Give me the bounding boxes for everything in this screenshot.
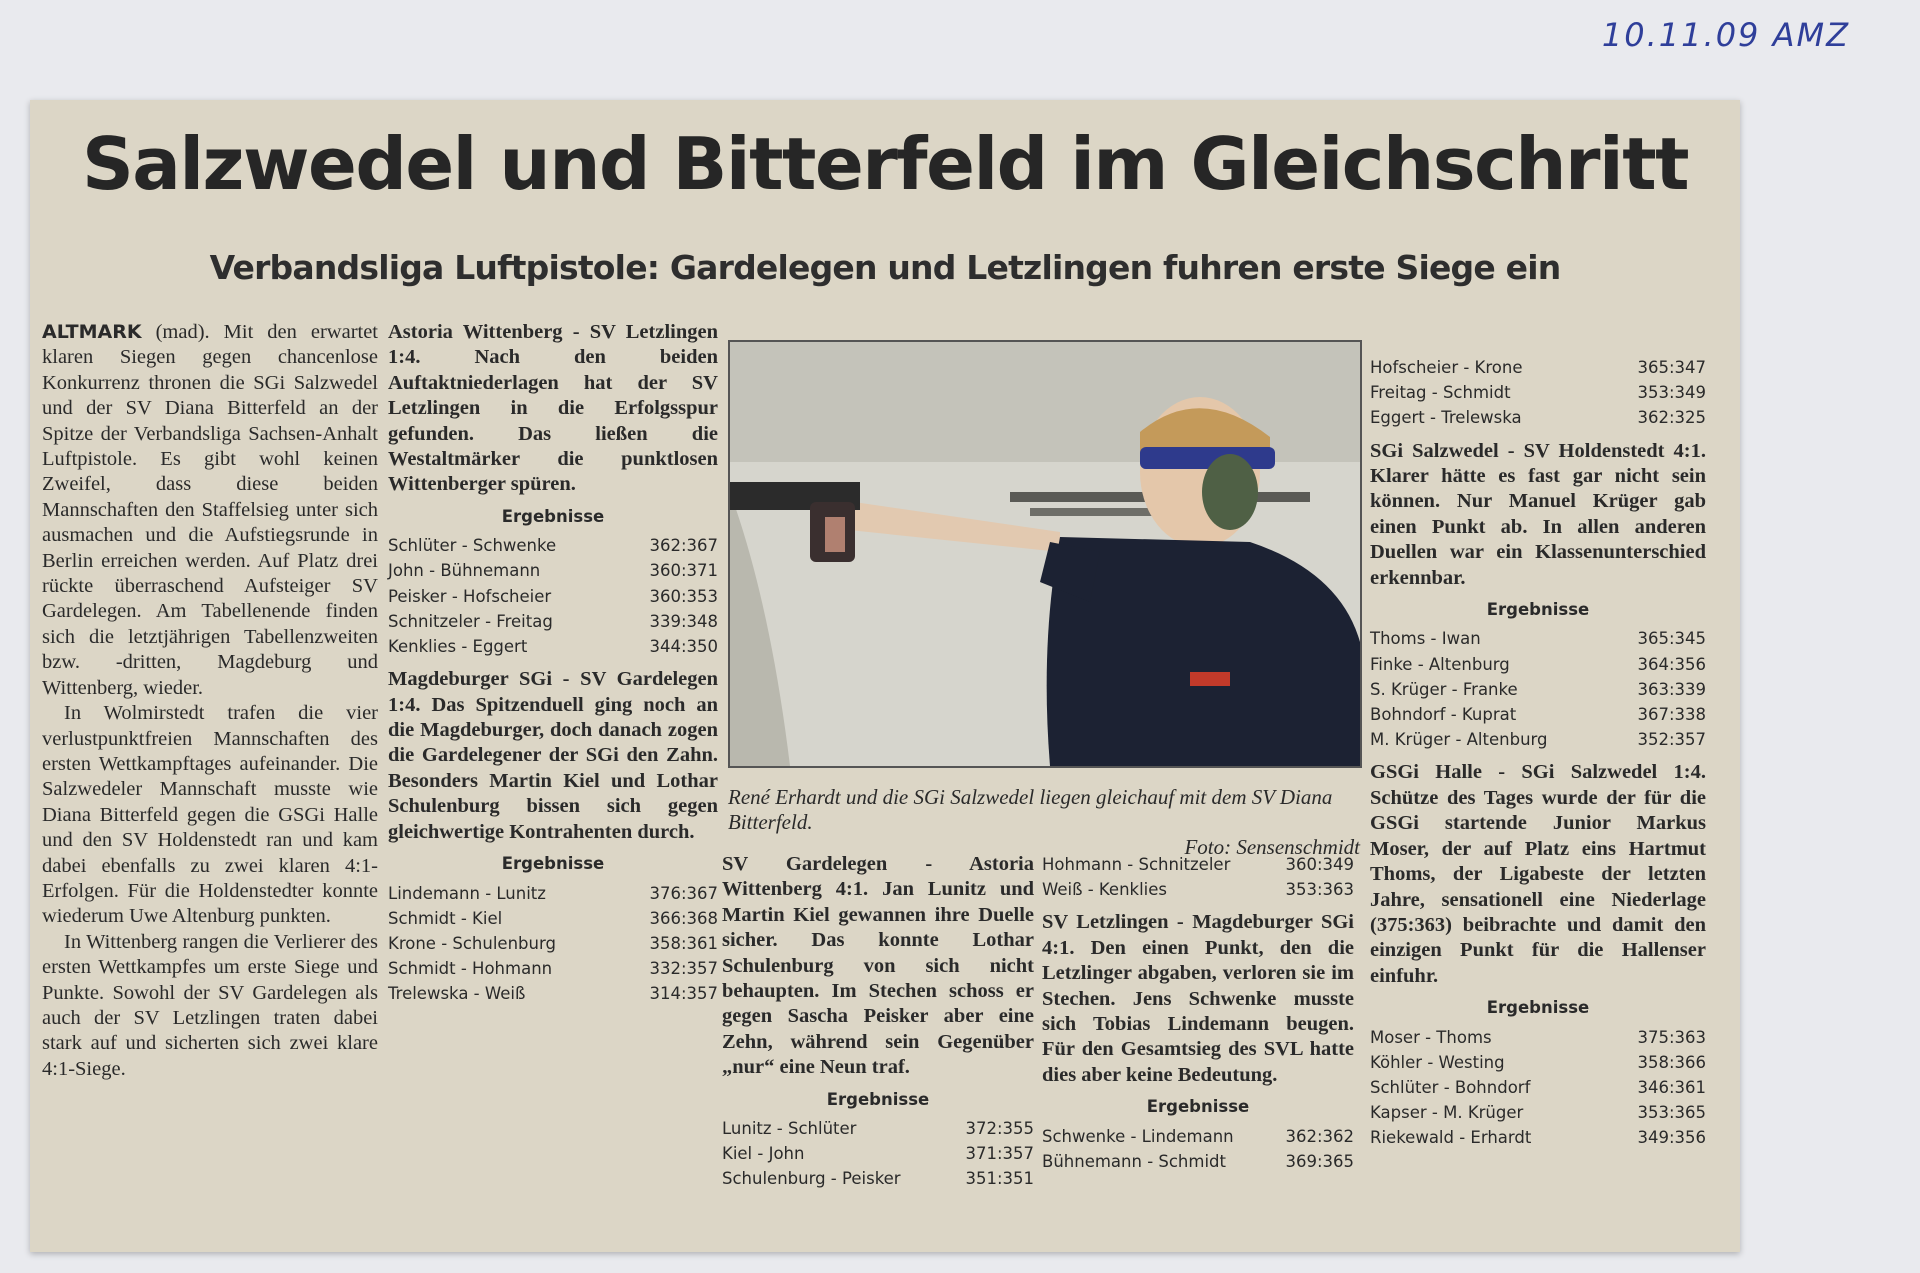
result-row: Lindemann - Lunitz 376:367	[388, 883, 718, 903]
results-table	[1370, 626, 1706, 752]
result-row: John - Bühnemann 360:371	[388, 561, 718, 581]
result-row: Eggert - Trelewska 362:325	[1370, 408, 1706, 428]
result-row: Schmidt - Hohmann 332:357	[388, 959, 718, 979]
result-row: Weiß - Kenklies 353:363	[1042, 880, 1354, 900]
match-paragraph: GSGi Halle - SGi Salzwedel 1:4. Schütze des Tages wurde der für die GSGi startende Junior Markus Moser, der auf Platz eins Hartmut Thoms, der Ligabeste der letzten Jahre, sensationell eine Niederlage (375:363) beibrachte und damit den einzigen Punkt für die Hallenser einfuhr.	[1370, 761, 1706, 987]
article-photo	[728, 340, 1362, 768]
results-heading: Ergebnisse	[826, 1089, 930, 1109]
results-table-continued	[1042, 852, 1354, 902]
result-row: Moser - Thoms 375:363	[1370, 1027, 1706, 1047]
match-section	[1370, 760, 1706, 1150]
result-row: S. Krüger - Franke 363:339	[1370, 679, 1706, 699]
result-row: Freitag - Schmidt 353:349	[1370, 383, 1706, 403]
result-row: Riekewald - Erhardt 349:356	[1370, 1128, 1706, 1148]
result-row: Schlüter - Bohndorf 346:361	[1370, 1077, 1706, 1097]
match-paragraph: SGi Salzwedel - SV Holdenstedt 4:1. Klarer hätte es fast gar nicht sein können. Nur Manuel Krüger gab einen Punkt ab. In allen anderen Duellen war ein Klassenunterschied erkennbar.	[1370, 439, 1706, 589]
result-row: Schwenke - Lindemann 362:362	[1042, 1126, 1354, 1146]
results-heading: Ergebnisse	[1146, 1097, 1250, 1117]
match-section	[722, 852, 1034, 1192]
match-heading: Magdeburger SGi - SV Gardelegen 1:4.	[388, 668, 718, 716]
match-paragraph: SV Letzlingen - Magdeburger SGi 4:1. Den einen Punkt, den die Letzlinger abgaben, verloren sie im Stechen. Jens Schwenke musste sich Tobias Lindemann beugen. Für den Gesamtsieg des SVL hatte dies aber keine Bedeutung.	[1042, 911, 1354, 1086]
intro-paragraph: ALTMARK (mad). Mit den erwartet klaren Siegen gegen chancenlose Konkurrenz thronen die SGi Salzwedel und der SV Diana Bitterfeld an der Spitze der Verbandsliga Sachsen-Anhalt Luftpistole. Es gibt wohl keinen Zweifel, dass diese beiden Mannschaften den Staffelsieg unter sich ausmachen und die Aufstiegsrunde in Berlin erreichen werden. Auf Platz drei rückte überraschend Aufsteiger SV Gardelegen. Am Tabellenende finden sich die letztjährigen Tabellenzweiten bzw. -dritten, Magdeburg und Wittenberg, wieder.	[42, 321, 379, 699]
result-row: Thoms - Iwan 365:345	[1370, 629, 1706, 649]
match-heading: SV Letzlingen - Magdeburger SGi 4:1.	[1042, 911, 1354, 959]
newspaper-clipping	[30, 100, 1740, 1252]
result-row: Schulenburg - Peisker 351:351	[722, 1169, 1034, 1189]
results-heading: Ergebnisse	[501, 854, 605, 874]
result-row: Bohndorf - Kuprat 367:338	[1370, 705, 1706, 725]
match-paragraph: Magdeburger SGi - SV Gardelegen 1:4. Das Spitzenduell ging noch an die Magdeburger, doch danach zogen die Gardelegener der SGi den Zahn. Besonders Martin Kiel und Lothar Schulenburg bissen sich gegen gleichwertige Kontrahenten durch.	[388, 668, 718, 843]
match-paragraph: Astoria Wittenberg - SV Letzlingen 1:4. Nach den beiden Auftaktniederlagen hat der SV Letzlingen in die Erfolgsspur gefunden. Das ließen die Westaltmärker die punktlosen Wittenberger spüren.	[388, 321, 718, 496]
article-headline: Salzwedel und Bitterfeld im Gleichschritt	[81, 122, 1689, 206]
result-row: M. Krüger - Altenburg 352:357	[1370, 730, 1706, 750]
result-row: Lunitz - Schlüter 372:355	[722, 1119, 1034, 1139]
article-column-3	[722, 852, 1034, 1192]
match-heading: SV Gardelegen - Astoria Wittenberg 4:1.	[722, 853, 1034, 901]
result-row: Kiel - John 371:357	[722, 1144, 1034, 1164]
article-subheadline: Verbandsliga Luftpistole: Gardelegen und Letzlingen fuhren erste Siege ein	[209, 248, 1561, 287]
photo-caption: René Erhardt und die SGi Salzwedel liegen gleichauf mit dem SV Diana Bitterfeld. Foto: Sensenschmidt	[728, 785, 1360, 859]
result-row: Schlüter - Schwenke 362:367	[388, 536, 718, 556]
article-column-5	[1370, 355, 1706, 1151]
result-row: Bühnemann - Schmidt 369:365	[1042, 1151, 1354, 1171]
results-table	[1370, 1025, 1706, 1151]
results-table	[388, 533, 718, 659]
match-heading: GSGi Halle - SGi Salzwedel 1:4.	[1370, 761, 1706, 784]
intro-paragraph: In Wittenberg rangen die Verlierer des ersten Wettkampfes um erste Siege und Punkte. Sowohl der SV Gardelegen als auch der SV Letzlingen traten dabei stark auf und sicherten sich zwei klare 4:1-Siege.	[42, 930, 378, 1080]
results-table	[388, 881, 718, 1007]
result-row: Hohmann - Schnitzeler 360:349	[1042, 855, 1354, 874]
match-paragraph: SV Gardelegen - Astoria Wittenberg 4:1. Jan Lunitz und Martin Kiel gewannen ihre Duelle sicher. Das konnte Lothar Schulenburg von sich nicht behaupten. Im Stechen schoss er gegen Sascha Peisker aber eine Zehn, während sein Gegenüber „nur“ eine Neun traf.	[722, 853, 1035, 1079]
results-table	[1042, 1124, 1354, 1174]
handwritten-date-note: 10.11.09 AMZ	[1601, 16, 1850, 54]
match-section	[1042, 910, 1354, 1174]
match-section	[388, 667, 718, 1006]
result-row: Köhler - Westing 358:366	[1370, 1052, 1706, 1072]
results-heading: Ergebnisse	[501, 506, 605, 526]
match-section	[1370, 439, 1706, 753]
results-heading: Ergebnisse	[1486, 998, 1590, 1018]
intro-paragraph: In Wolmirstedt trafen die vier verlustpunktfreien Mannschaften des ersten Wettkampftages aufeinander. Die Salzwedeler Mannschaft musste wie Diana Bitterfeld gegen die GSGi Halle und den SV Holdenstedt ran und kam dabei ebenfalls zu zwei klaren 4:1-Erfolgen. Für die Holdenstedter konnte wiederum Uwe Altenburg punkten.	[42, 702, 378, 928]
results-table-continued	[1370, 355, 1706, 431]
match-heading: SGi Salzwedel - SV Holdenstedt 4:1.	[1370, 439, 1706, 462]
result-row: Kapser - M. Krüger 353:365	[1370, 1103, 1706, 1123]
article-column-4	[1042, 852, 1354, 1174]
results-heading: Ergebnisse	[1486, 600, 1590, 620]
result-row: Trelewska - Weiß 314:357	[388, 984, 718, 1004]
result-row: Finke - Altenburg 364:356	[1370, 654, 1706, 674]
result-row: Schmidt - Kiel 366:368	[388, 908, 718, 928]
photo-shooter-image	[730, 342, 1360, 766]
result-row: Krone - Schulenburg 358:361	[388, 933, 718, 953]
result-row: Peisker - Hofscheier 360:353	[388, 586, 718, 606]
result-row: Hofscheier - Krone 365:347	[1370, 358, 1706, 377]
article-column-1	[42, 320, 378, 1082]
results-table	[722, 1116, 1034, 1192]
result-row: Schnitzeler - Freitag 339:348	[388, 611, 718, 631]
article-column-2	[388, 320, 718, 1007]
photo-credit: Foto: Sensenschmidt	[1184, 835, 1360, 859]
result-row: Kenklies - Eggert 344:350	[388, 637, 718, 657]
dateline: ALTMARK	[42, 321, 142, 343]
match-section	[388, 320, 718, 659]
match-heading: Astoria Wittenberg - SV Letzlingen 1:4.	[388, 321, 718, 369]
